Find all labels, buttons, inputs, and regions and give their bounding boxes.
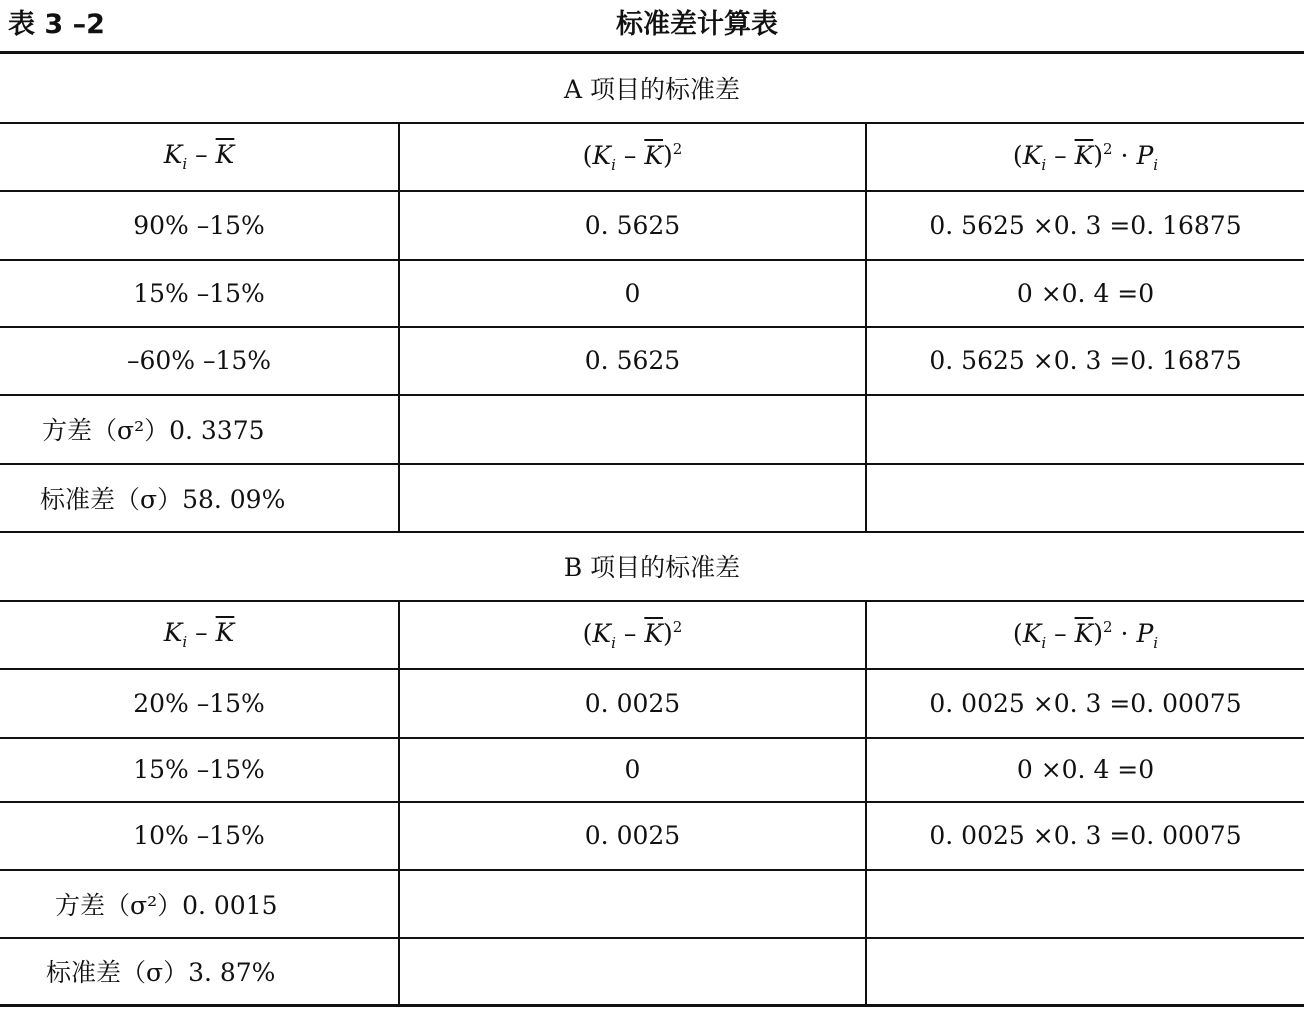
section-a-title-row bbox=[0, 53, 1304, 123]
weighted-cell: 0 ×0. 4 =0 bbox=[866, 738, 1304, 802]
empty-cell bbox=[399, 938, 866, 1006]
table-row bbox=[0, 738, 1304, 802]
weighted-cell: 0. 5625 ×0. 3 =0. 16875 bbox=[866, 327, 1304, 395]
diff-cell: 15% –15% bbox=[0, 260, 399, 327]
section-b-title: B 项目的标准差 bbox=[0, 532, 1304, 601]
table-row bbox=[0, 669, 1304, 738]
table-title: 标准差计算表 bbox=[616, 9, 778, 40]
squared-cell: 0. 0025 bbox=[399, 669, 866, 738]
empty-cell bbox=[866, 870, 1304, 938]
std-row bbox=[0, 938, 1304, 1006]
squared-cell: 0. 5625 bbox=[399, 191, 866, 260]
std-row bbox=[0, 464, 1304, 532]
col2-header: $(K_i - \overline{K})^2$ bbox=[399, 601, 866, 669]
table-row bbox=[0, 802, 1304, 870]
section-a-title: A 项目的标准差 bbox=[0, 53, 1304, 123]
col2-header: $(K_i - \overline{K})^2$ bbox=[399, 123, 866, 191]
weighted-cell: 0. 5625 ×0. 3 =0. 16875 bbox=[866, 191, 1304, 260]
diff-cell: 15% –15% bbox=[0, 738, 399, 802]
diff-cell: 90% –15% bbox=[0, 191, 399, 260]
variance-row bbox=[0, 395, 1304, 464]
section-a-column-header-row bbox=[0, 123, 1304, 191]
empty-cell bbox=[866, 938, 1304, 1006]
section-b-column-header-row bbox=[0, 601, 1304, 669]
empty-cell bbox=[399, 395, 866, 464]
col1-header: $K_i - \overline{K}$ bbox=[0, 601, 399, 669]
squared-cell: 0. 0025 bbox=[399, 802, 866, 870]
std-cell: 标准差（σ）3. 87% bbox=[0, 938, 399, 1006]
empty-cell bbox=[399, 464, 866, 532]
col3-header: $(K_i - \overline{K})^2 \cdot P_i$ bbox=[866, 123, 1304, 191]
empty-cell bbox=[866, 464, 1304, 532]
table-row bbox=[0, 191, 1304, 260]
weighted-cell: 0. 0025 ×0. 3 =0. 00075 bbox=[866, 802, 1304, 870]
table-row bbox=[0, 327, 1304, 395]
variance-cell: 方差（σ²）0. 0015 bbox=[0, 870, 399, 938]
col1-header: $K_i - \overline{K}$ bbox=[0, 123, 399, 191]
diff-cell: 10% –15% bbox=[0, 802, 399, 870]
table-number: 表 3 –2 bbox=[8, 9, 105, 40]
weighted-cell: 0. 0025 ×0. 3 =0. 00075 bbox=[866, 669, 1304, 738]
empty-cell bbox=[866, 395, 1304, 464]
diff-cell: –60% –15% bbox=[0, 327, 399, 395]
table-header bbox=[0, 0, 1304, 46]
empty-cell bbox=[399, 870, 866, 938]
std-cell: 标准差（σ）58. 09% bbox=[0, 464, 399, 532]
weighted-cell: 0 ×0. 4 =0 bbox=[866, 260, 1304, 327]
table-row bbox=[0, 260, 1304, 327]
variance-row bbox=[0, 870, 1304, 938]
squared-cell: 0. 5625 bbox=[399, 327, 866, 395]
squared-cell: 0 bbox=[399, 738, 866, 802]
section-b-title-row bbox=[0, 532, 1304, 601]
diff-cell: 20% –15% bbox=[0, 669, 399, 738]
col3-header: $(K_i - \overline{K})^2 \cdot P_i$ bbox=[866, 601, 1304, 669]
variance-cell: 方差（σ²）0. 3375 bbox=[0, 395, 399, 464]
standard-deviation-table bbox=[0, 51, 1304, 1007]
squared-cell: 0 bbox=[399, 260, 866, 327]
